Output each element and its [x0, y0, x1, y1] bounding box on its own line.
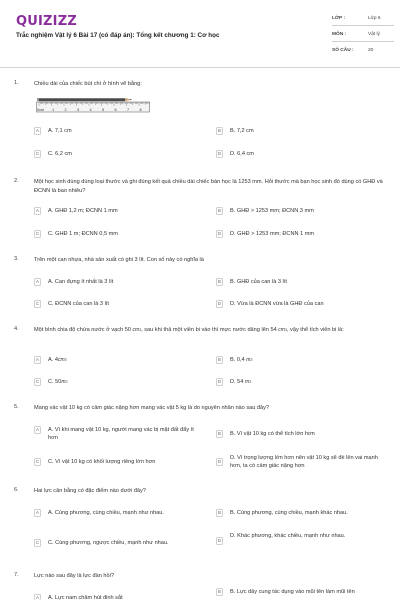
- option-label: C. 6,2 cm: [48, 151, 72, 157]
- ruler-label: 3: [77, 108, 80, 112]
- meta-value: Lớp 6: [368, 16, 381, 21]
- option-d[interactable]: [216, 298, 386, 311]
- option-key: D: [217, 301, 222, 306]
- ruler-label: 6: [114, 108, 117, 112]
- option-label: [230, 356, 380, 364]
- question-text: Hai lực cân bằng có đặc điểm nào dưới đây?: [34, 488, 146, 494]
- ruler-label: 2: [64, 108, 67, 112]
- option-d[interactable]: [216, 376, 386, 389]
- question-number: 4.: [14, 326, 19, 332]
- option-label: A. Can đựng ít nhất là 3 lít: [48, 279, 114, 285]
- quizizz-logo: [16, 12, 77, 29]
- option-label: B. GHĐ của can là 3 lít: [230, 279, 287, 285]
- option-label: C. ĐCNN của can là 3 lít: [48, 301, 109, 307]
- option-unit: $m^3$: [61, 379, 68, 385]
- option-key: A: [34, 207, 41, 215]
- option-value: B. 0,4: [230, 357, 245, 363]
- option-label: A. Lực nam châm hút đinh sắt: [48, 595, 123, 600]
- option-label: B. Lực dây cung tác dụng vào mũi tên làm mũi tên: [230, 589, 355, 595]
- unit-symbol: cm: [278, 327, 285, 333]
- option-key: A: [34, 356, 41, 364]
- meta-question-count: [332, 46, 394, 56]
- option-key: D: [217, 151, 222, 156]
- option-label: D. Khác phương, khác chiều, mạnh như nhau.: [230, 533, 346, 539]
- option-key: C: [35, 231, 40, 236]
- unit-cm3: $cm^3$: [278, 327, 287, 333]
- ruler-label: 7: [127, 108, 130, 112]
- option-a[interactable]: [34, 205, 204, 218]
- option-a[interactable]: [34, 125, 204, 138]
- question-text-part: , sau khi thả một viên bi vào thì mực nước dâng lên 54: [141, 327, 277, 333]
- option-label: C. Vì vật 10 kg có khối lượng riêng lớn hơn: [48, 459, 156, 465]
- option-c[interactable]: [34, 228, 204, 241]
- option-key: B: [216, 588, 223, 596]
- logo-text: QUIZIZZ: [16, 14, 77, 29]
- option-c[interactable]: [34, 537, 204, 550]
- unit-symbol: m: [246, 357, 251, 363]
- option-key: A: [34, 127, 41, 135]
- option-c[interactable]: [34, 376, 204, 389]
- option-label: A. 7,1 cm: [48, 128, 72, 134]
- option-key: B: [216, 430, 223, 438]
- meta-key: SỐ CÂU :: [332, 48, 354, 53]
- option-key: B: [216, 207, 223, 215]
- option-b[interactable]: [216, 507, 386, 520]
- option-key: D: [217, 231, 222, 236]
- ruler-label: 5: [102, 108, 105, 112]
- option-key: D: [217, 379, 222, 384]
- meta-value: Vật lý: [368, 32, 380, 37]
- option-d[interactable]: [216, 228, 386, 241]
- option-d[interactable]: [216, 530, 386, 548]
- meta-value: 20: [368, 48, 374, 53]
- question-text: Mang vác vật 10 kg có cảm giác nặng hơn mang vác vật 5 kg là do nguyên nhân nào sau đây?: [34, 405, 270, 411]
- question-text: Chiều dài của chiếc bút chì ở hình vẽ bằng:: [34, 81, 142, 87]
- option-d[interactable]: [216, 452, 386, 470]
- question-text: [34, 326, 389, 335]
- option-a[interactable]: [34, 276, 204, 289]
- option-label: [230, 378, 380, 386]
- option-key: A: [34, 426, 41, 434]
- option-a[interactable]: [34, 592, 204, 600]
- option-a[interactable]: [34, 354, 204, 367]
- option-c[interactable]: [34, 298, 204, 311]
- meta-divider: [332, 25, 394, 26]
- page-header: [0, 0, 400, 68]
- meta-subject: [332, 30, 394, 40]
- question-number: 3.: [14, 256, 19, 262]
- unit-symbol: cm: [57, 357, 65, 363]
- option-key: A: [34, 594, 41, 600]
- ruler-icon: [37, 102, 150, 112]
- option-label: D. 6,4 cm: [230, 151, 254, 157]
- option-unit: $m^3$: [244, 379, 252, 385]
- question-number: 1.: [14, 80, 19, 86]
- option-label: D. Vì trọng lượng lớn hơn nên vật 10 kg sẽ đè lên vai mạnh hơn, ta có cảm giác nặng hơn: [230, 455, 378, 469]
- ruler-pencil-figure: [36, 97, 152, 113]
- option-label: [48, 378, 198, 386]
- option-c[interactable]: [34, 148, 204, 161]
- option-label: C. GHĐ 1 m; ĐCNN 0,5 mm: [48, 231, 118, 237]
- document-title: Trắc nghiệm Vật lý 6 Bài 17 (có đáp án): Tổng kết chương 1: Cơ học: [16, 32, 220, 39]
- ruler-label: 8: [139, 108, 142, 112]
- question-text: Một học sinh dùng dùng loại thước và ghi đúng kết quả chiều dài chiếc bàn học là 1253 mm. Hỏi thước mà bạn học sinh đó dùng có GHĐ và ĐCNN là bao nhiêu?: [34, 179, 383, 194]
- meta-key: MÔN :: [332, 32, 347, 37]
- option-label: A. Vì khi mang vật 10 kg, người mang vác bị mặt đất đẩy ít hơn: [48, 427, 194, 441]
- ruler-label: 4: [89, 108, 92, 112]
- option-label: B. Vì vật 10 kg có thể tích lớn hơn: [230, 431, 315, 437]
- option-key: B: [216, 509, 223, 517]
- question-text-part: , vậy thể tích viên bi là:: [286, 327, 344, 333]
- option-a[interactable]: [34, 507, 204, 520]
- option-key: A: [34, 509, 41, 517]
- option-a[interactable]: [34, 424, 204, 442]
- option-label: B. 7,2 cm: [230, 128, 254, 134]
- option-key: B: [216, 127, 223, 135]
- unit-symbol: cm: [132, 327, 140, 333]
- unit-symbol: m: [244, 379, 250, 385]
- question-number: 5.: [14, 404, 19, 410]
- option-b[interactable]: [216, 125, 386, 138]
- option-label: D. Vừa là ĐCNN vừa là GHĐ của can: [230, 301, 324, 307]
- option-b[interactable]: [216, 354, 386, 367]
- option-label: B. Cùng phương, cùng chiều, mạnh khác nhau.: [230, 510, 348, 516]
- question-number: 6.: [14, 487, 19, 493]
- question-text-part: Một bình chia độ chứa nước ở vạch 50: [34, 327, 131, 333]
- option-label: D. GHĐ > 1253 mm; ĐCNN 1 mm: [230, 231, 315, 237]
- option-key: B: [216, 356, 223, 364]
- option-key: C: [35, 379, 40, 384]
- option-key: B: [216, 278, 223, 286]
- question-number: 7.: [14, 572, 19, 578]
- option-b[interactable]: [216, 586, 386, 599]
- option-value: A. 4: [48, 357, 58, 363]
- option-label: C. Cùng phương, ngược chiều, mạnh như nhau.: [48, 540, 169, 546]
- option-key: C: [35, 301, 40, 306]
- option-b[interactable]: [216, 276, 386, 289]
- ruler-label: 0cm: [37, 108, 45, 112]
- option-value: C. 50: [48, 379, 62, 385]
- option-label: A. Cùng phương, cùng chiều, mạnh như nhau.: [48, 510, 164, 516]
- option-label: [48, 356, 198, 364]
- option-label: B. GHĐ > 1253 mm; ĐCNN 3 mm: [230, 208, 314, 214]
- option-label: A. GHĐ 1,2 m; ĐCNN 1 mm: [48, 208, 118, 214]
- meta-grade: [332, 14, 394, 24]
- option-c[interactable]: [34, 456, 204, 469]
- meta-divider: [332, 41, 394, 42]
- option-b[interactable]: [216, 205, 386, 218]
- unit-cm3: $cm^3$: [132, 327, 142, 333]
- option-b[interactable]: [216, 428, 386, 441]
- unit-symbol: m: [61, 379, 66, 385]
- option-key: A: [34, 278, 41, 286]
- question-text: Trên một can nhựa, nhà sản xuất có ghi 3 lít. Con số này có nghĩa là: [34, 257, 204, 263]
- option-key: D: [217, 538, 222, 543]
- option-key: D: [217, 459, 222, 464]
- option-key: C: [35, 151, 40, 156]
- meta-key: LỚP :: [332, 16, 346, 21]
- option-unit: $m^3$: [246, 357, 253, 363]
- option-key: C: [35, 540, 40, 545]
- question-number: 2.: [14, 178, 19, 184]
- option-key: C: [35, 459, 40, 464]
- option-unit: $cm^3$: [57, 357, 67, 363]
- pencil-icon: [37, 98, 132, 101]
- option-value: D. 54: [230, 379, 244, 385]
- option-d[interactable]: [216, 148, 386, 161]
- question-text: Lực nào sau đây là lực đàn hồi?: [34, 573, 114, 579]
- ruler-label: 1: [52, 108, 55, 112]
